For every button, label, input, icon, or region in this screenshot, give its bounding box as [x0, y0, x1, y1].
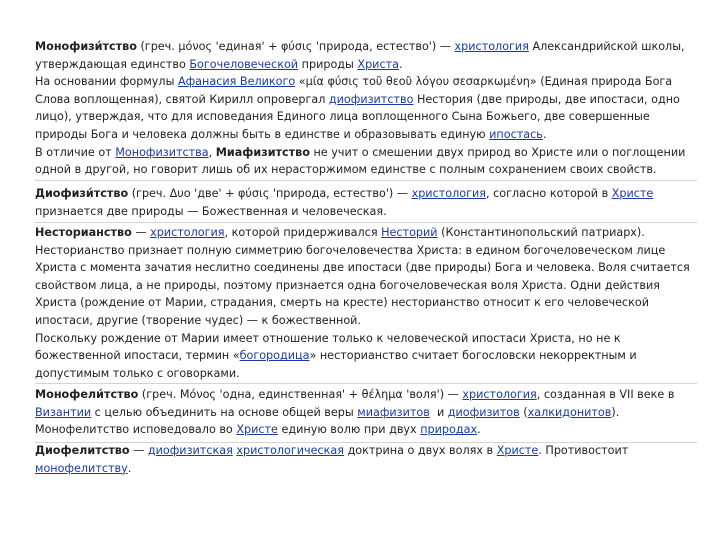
- text-run: доктрина о двух волях в: [344, 444, 497, 457]
- text-run: природы: [298, 57, 358, 71]
- term-heading: Монофели́тство: [35, 388, 139, 401]
- text-line: [35, 56, 697, 74]
- link-nestorius[interactable]: Несторий: [381, 226, 438, 239]
- text-line: [35, 73, 697, 91]
- text-line: [35, 442, 697, 460]
- term-heading: Монофизи́тство: [35, 40, 137, 53]
- text-run: утверждающая единство: [35, 57, 190, 71]
- text-run: Нестория (две природы, две ипостаси, одно: [413, 92, 680, 106]
- section-monophysitism: [35, 38, 697, 179]
- text-line: [35, 347, 697, 365]
- text-run: (Константинопольский патриарх).: [437, 226, 645, 239]
- text-run: ).: [611, 405, 620, 419]
- link-godman[interactable]: Богочеловеческой: [189, 57, 299, 71]
- text-run: —: [129, 444, 148, 457]
- link-christology[interactable]: христология: [462, 388, 537, 401]
- text-line: признается две природы — Божественная и человеческая.: [35, 204, 387, 218]
- text-run: природы Бога и человека должны быть в единстве и образовывать единую: [35, 127, 490, 141]
- text-line: [35, 386, 697, 404]
- section-dyothelitism: [35, 442, 697, 477]
- text-run: единую волю при двух: [277, 423, 421, 437]
- link-monophysitism[interactable]: Монофизитства: [115, 145, 209, 159]
- text-run: .: [398, 57, 403, 71]
- text-run: , которой придерживался: [224, 226, 382, 239]
- text-line: [35, 404, 697, 422]
- text-line: допустимым только с оговорками.: [35, 366, 240, 380]
- text-run: Монофелитство исповедовало во: [35, 423, 237, 437]
- text-run: .: [477, 423, 481, 437]
- text-line: [35, 460, 697, 478]
- text-run: На основании формулы: [35, 75, 178, 89]
- text-run: .: [127, 461, 132, 475]
- text-run: .: [542, 127, 547, 141]
- text-run: и: [429, 405, 448, 419]
- section-dyophysitism: [35, 185, 697, 220]
- text-line: [35, 185, 697, 203]
- text-line: [35, 126, 697, 144]
- text-run: с целью объединить на основе общей веры: [91, 405, 358, 419]
- text-run: . Противостоит: [538, 444, 629, 457]
- text-run: (: [519, 405, 528, 419]
- link-christological[interactable]: христологическая: [236, 444, 345, 457]
- link-christ[interactable]: Христе: [236, 423, 278, 437]
- link-monothelitism[interactable]: монофелитству: [35, 461, 128, 475]
- link-christology[interactable]: христология: [411, 187, 486, 200]
- text-line: ипостаси, другие (творение чудес) — к божественной.: [35, 313, 361, 327]
- text-run: В отличие от: [35, 145, 116, 159]
- link-dyophysite[interactable]: диофизитская: [147, 444, 233, 457]
- text-line: [35, 224, 697, 242]
- link-theotokos[interactable]: богородица: [239, 349, 310, 363]
- link-athanasius[interactable]: Афанасия Великого: [177, 75, 296, 89]
- link-christ[interactable]: Христа: [357, 57, 399, 71]
- text-run: (греч. Μόνος 'одна, единственная' + θέλημα 'воля') —: [138, 388, 463, 401]
- link-dyophysites[interactable]: диофизитов: [447, 405, 520, 419]
- link-miaphysites[interactable]: миафизитов: [357, 405, 430, 419]
- text-run: не учит о смешении двух природ во Христе или о поглощении: [309, 145, 686, 159]
- section-monothelitism: [35, 386, 697, 439]
- text-line: свойством лица, а не природы, поэтому признается одна богочеловеческая воля Христа. Одни действия: [35, 278, 661, 292]
- section-divider: [35, 383, 697, 384]
- link-dyophysitism[interactable]: диофизитство: [328, 92, 414, 106]
- text-run: Слова воплощенная), святой Кирилл опровергал: [35, 92, 329, 106]
- link-chalcedonites[interactable]: халкидонитов: [527, 405, 612, 419]
- text-run: «μία φύσις τοῦ θεοῦ λόγου σεσαρκωμένη» (Единая природа Бога: [295, 75, 673, 89]
- text-line: лицо), утверждая, что для исповедания Единого лица воплощенного Сына Божьего, две совершенные: [35, 110, 650, 124]
- term-heading: Диофелитство: [35, 444, 130, 457]
- text-run: Александрийской школы,: [528, 40, 685, 53]
- text-line: [35, 421, 697, 439]
- text-line: Христа с момента зачатия неслитно соединены две ипостаси (две природы) Бога и человека. Воля считается: [35, 261, 690, 275]
- text-run: —: [131, 226, 151, 239]
- text-line: [35, 144, 697, 162]
- text-run: , согласно которой в: [485, 187, 612, 200]
- text-run: (греч. Δυο 'две' + φύσις 'природа, естество') —: [128, 187, 412, 200]
- text-run: » несторианство считает богословски некорректным и: [309, 349, 637, 363]
- link-natures[interactable]: природах: [420, 423, 478, 437]
- link-christ[interactable]: Христе: [611, 187, 654, 200]
- text-run: , созданная в VII веке в: [536, 388, 675, 401]
- term-miaphysitism: Миафизитство: [215, 145, 310, 159]
- text-line: [35, 38, 697, 56]
- text-line: Поскольку рождение от Марии имеет отношение только к человеческой ипостаси Христа, но не к: [35, 331, 621, 345]
- link-hypostasis[interactable]: ипостась: [489, 127, 543, 141]
- link-christology[interactable]: христология: [454, 40, 529, 53]
- text-run: ,: [208, 145, 216, 159]
- section-divider: [35, 180, 697, 181]
- term-heading: Несторианство: [35, 226, 132, 239]
- link-christology[interactable]: христология: [150, 226, 225, 239]
- text-line: Христа (рождение от Марии, страдания, смерть на кресте) несторианство относит к его человеческой: [35, 296, 650, 310]
- link-byzantium[interactable]: Византии: [35, 405, 92, 419]
- section-nestorianism: [35, 224, 697, 382]
- link-christ[interactable]: Христе: [496, 444, 539, 457]
- term-heading: Диофизи́тство: [35, 187, 129, 200]
- text-line: Несторианство признает полную симметрию богочеловечества Христа: в едином богочеловеческом лице: [35, 243, 666, 257]
- text-run: (греч. μόνος 'единая' + φύσις 'природа, естество') —: [136, 40, 455, 53]
- section-divider: [35, 222, 697, 223]
- text-run: божественной ипостаси, термин «: [35, 349, 240, 363]
- text-line: [35, 91, 697, 109]
- text-line: одной в другой, но говорит лишь об их нерасторжимом единстве с полным сохранением своих свойств.: [35, 163, 657, 177]
